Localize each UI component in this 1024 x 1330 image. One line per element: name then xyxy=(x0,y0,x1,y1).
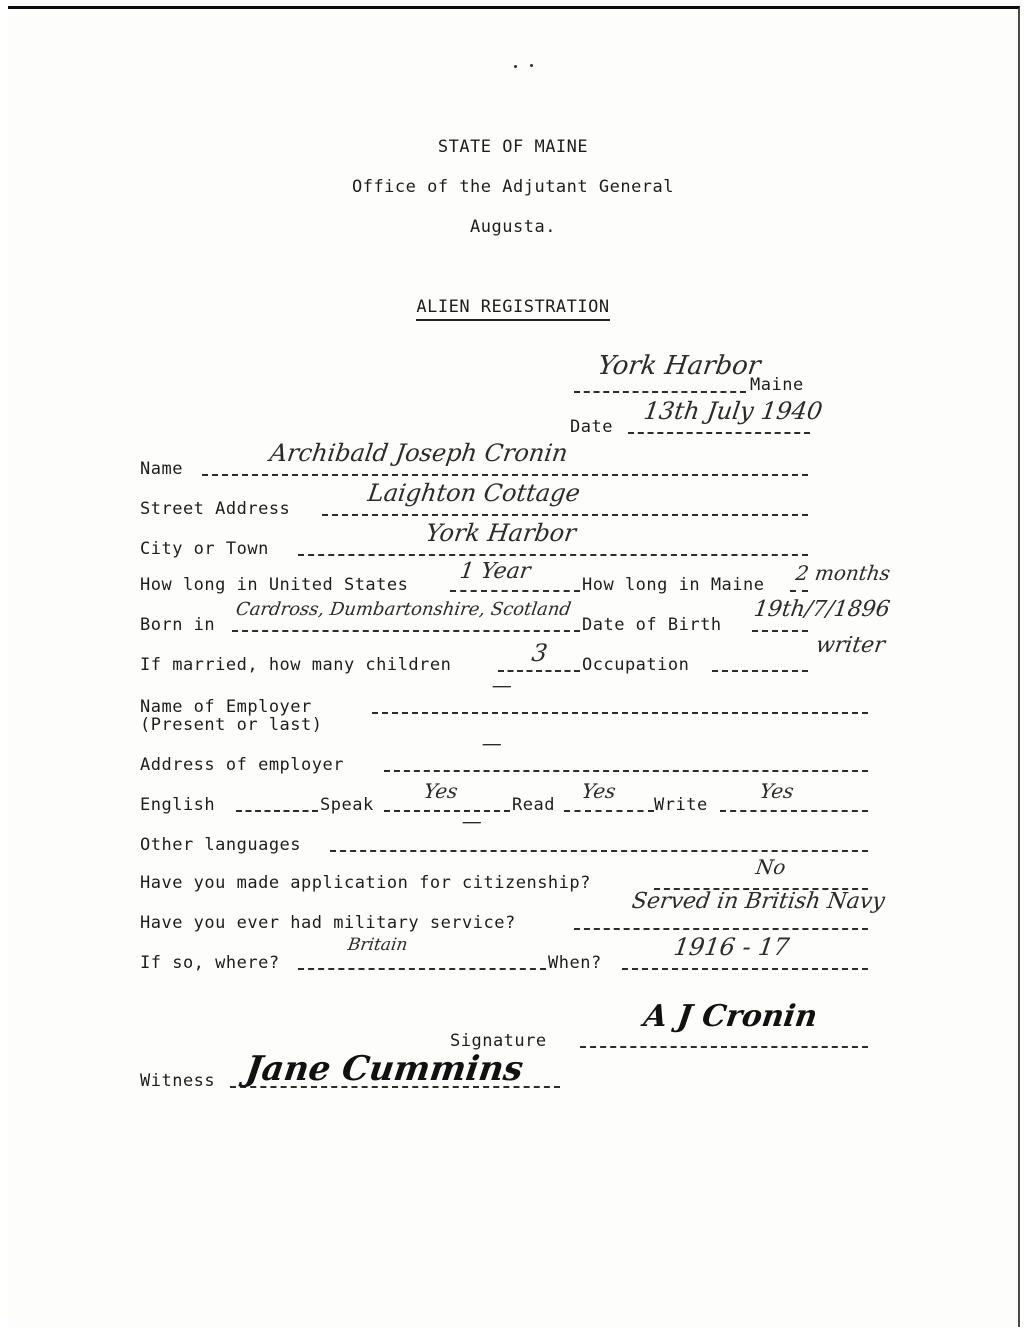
form-title-wrap xyxy=(8,297,1018,317)
form-title: ALIEN REGISTRATION xyxy=(416,297,609,321)
english-label: English xyxy=(140,795,216,815)
military-label: Have you ever had military service? xyxy=(140,913,516,933)
how-long-maine-line xyxy=(790,590,808,592)
header-office: Office of the Adjutant General xyxy=(351,177,675,197)
signature-line xyxy=(580,1046,868,1048)
signature-value: A J Cronin xyxy=(641,999,820,1034)
how-long-us-value: 1 Year xyxy=(458,559,533,584)
where-value: Britain xyxy=(346,935,409,955)
write-line xyxy=(720,810,868,812)
when-value: 1916 - 17 xyxy=(672,933,791,961)
write-label: Write xyxy=(654,795,708,815)
city-label: City or Town xyxy=(140,539,269,559)
how-long-us-label: How long in United States xyxy=(140,575,409,595)
employer-sub-label: (Present or last) xyxy=(140,715,323,735)
street-line xyxy=(322,514,808,516)
born-in-line xyxy=(232,630,580,632)
city-value: York Harbor xyxy=(424,519,578,547)
speak-line xyxy=(384,810,510,812)
dob-line xyxy=(752,630,808,632)
page-mark xyxy=(530,64,533,67)
employer-name-line xyxy=(372,712,868,714)
children-line xyxy=(498,670,580,672)
dob-label: Date of Birth xyxy=(582,615,722,635)
registration-form xyxy=(8,6,1020,1327)
citizenship-value: No xyxy=(754,855,788,879)
how-long-us-line xyxy=(450,590,580,592)
employer-name-value: — xyxy=(490,673,514,697)
military-line xyxy=(574,928,868,930)
read-label: Read xyxy=(512,795,555,815)
citizenship-label: Have you made application for citizenship? xyxy=(140,873,591,893)
name-line xyxy=(202,474,808,476)
other-languages-line xyxy=(330,850,868,852)
header-city: Augusta. xyxy=(470,217,556,237)
when-label: When? xyxy=(548,953,602,973)
city-line xyxy=(298,554,808,556)
date-label: Date xyxy=(570,417,613,437)
speak-value: Yes xyxy=(422,779,460,803)
header-state: STATE OF MAINE xyxy=(437,137,589,157)
born-in-label: Born in xyxy=(140,615,216,635)
name-label: Name xyxy=(140,459,183,479)
english-line xyxy=(236,810,318,812)
street-label: Street Address xyxy=(140,499,291,519)
date-value: 13th July 1940 xyxy=(642,397,825,425)
place-value: York Harbor xyxy=(595,351,763,381)
write-value: Yes xyxy=(758,779,796,803)
children-value: 3 xyxy=(530,639,550,667)
occupation-value: writer xyxy=(814,633,887,658)
children-label: If married, how many children xyxy=(140,655,452,675)
employer-name-label: Name of Employer xyxy=(140,697,312,717)
military-value: Served in British Navy xyxy=(630,889,887,914)
signature-label: Signature xyxy=(450,1031,547,1051)
maine-label: Maine xyxy=(750,375,804,395)
place-line xyxy=(574,391,746,393)
read-line xyxy=(564,810,654,812)
employer-address-value: — xyxy=(480,731,504,755)
occupation-line xyxy=(712,670,808,672)
dob-value: 19th/7/1896 xyxy=(752,597,892,622)
speak-label: Speak xyxy=(320,795,374,815)
how-long-maine-value: 2 months xyxy=(794,561,892,585)
date-line xyxy=(628,432,810,434)
page-mark xyxy=(514,65,517,68)
read-value: Yes xyxy=(580,779,618,803)
other-languages-value: — xyxy=(460,809,484,833)
witness-value: Jane Cummins xyxy=(243,1049,526,1089)
street-value: Laighton Cottage xyxy=(366,479,582,507)
where-label: If so, where? xyxy=(140,953,280,973)
other-languages-label: Other languages xyxy=(140,835,302,855)
when-line xyxy=(622,968,868,970)
employer-address-line xyxy=(384,770,868,772)
where-line xyxy=(298,968,546,970)
name-value: Archibald Joseph Cronin xyxy=(268,439,570,467)
occupation-label: Occupation xyxy=(582,655,690,675)
witness-label: Witness xyxy=(140,1071,216,1091)
how-long-maine-label: How long in Maine xyxy=(582,575,765,595)
born-in-value: Cardross, Dumbartonshire, Scotland xyxy=(234,599,573,620)
employer-address-label: Address of employer xyxy=(140,755,344,775)
